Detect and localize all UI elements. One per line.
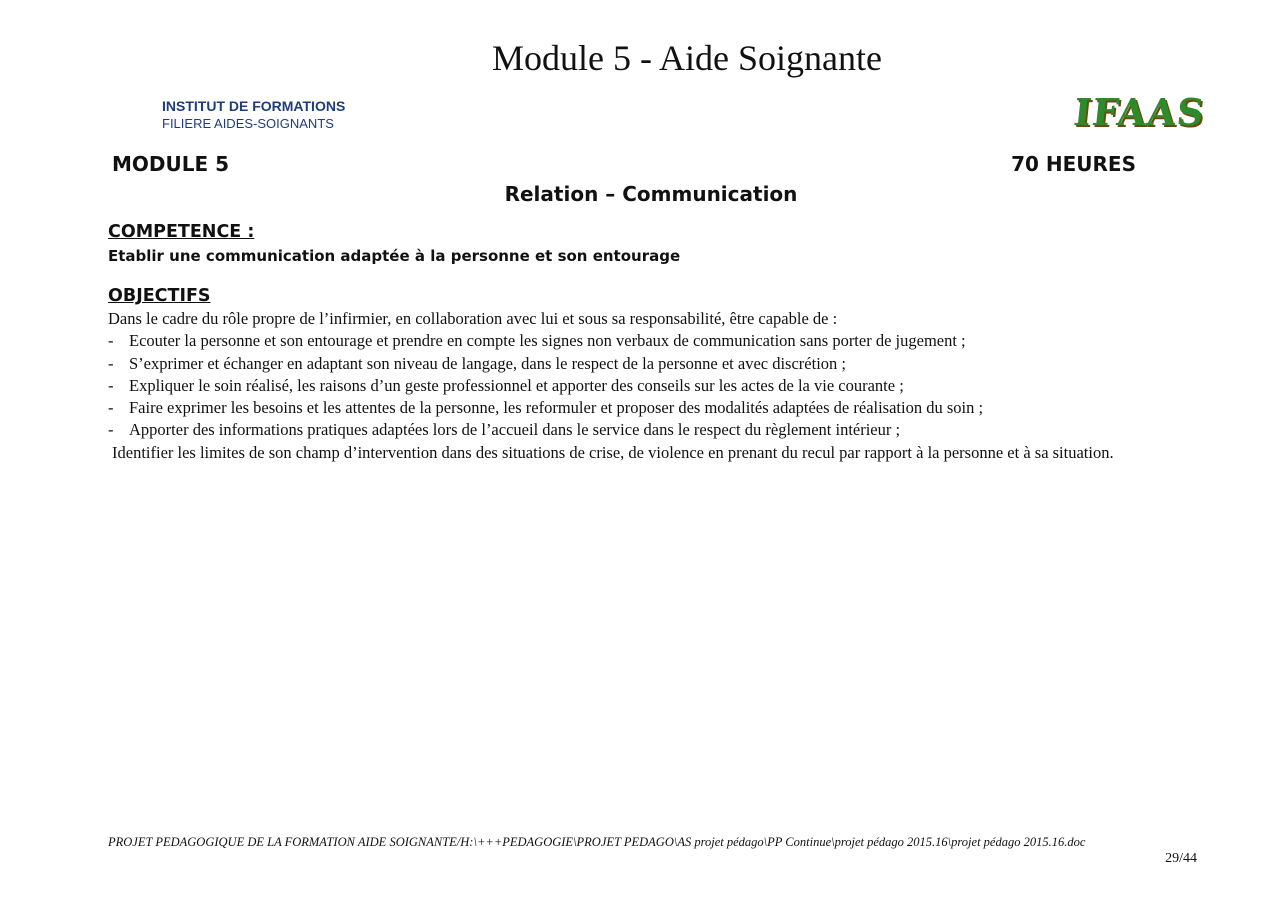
institute-name: INSTITUT DE FORMATIONS (162, 98, 346, 114)
objective-item: - S’exprimer et échanger en adaptant son niveau de langage, dans le respect de la personne et avec discrétion ; (108, 353, 1200, 375)
objectives-intro: Dans le cadre du rôle propre de l’infirmier, en collaboration avec lui et sous sa responsabilité, être capable de : (108, 309, 838, 328)
competence-text: Etablir une communication adaptée à la personne et son entourage (108, 247, 681, 265)
module-label: MODULE 5 (112, 152, 230, 176)
module-subtitle: Relation – Communication (504, 182, 798, 206)
institute-branch: FILIERE AIDES-SOIGNANTS (162, 116, 334, 131)
objectives-list (108, 308, 1200, 464)
objective-item: - Ecouter la personne et son entourage et prendre en compte les signes non verbaux de communication sans porter de jugement ; (108, 330, 1200, 352)
institute-header (162, 98, 345, 132)
competence-heading: COMPETENCE : (108, 222, 255, 242)
page-title: Module 5 - Aide Soignante (492, 38, 882, 78)
footer-file-path: PROJET PEDAGOGIQUE DE LA FORMATION AIDE SOIGNANTE/H:\+++PEDAGOGIE\PROJET PEDAGO\AS projet pédago\PP Continue\projet pédago 2015.16\projet pédago 2015.16.doc (108, 835, 1086, 849)
hours-label: 70 HEURES (1011, 152, 1136, 176)
objectives-heading: OBJECTIFS (108, 286, 211, 306)
objective-item: - Apporter des informations pratiques adaptées lors de l’accueil dans le service dans le respect du règlement intérieur ; (108, 419, 1200, 441)
ifaas-logo: IFAAS (1071, 90, 1207, 134)
page-number: 29/44 (1165, 851, 1197, 866)
objective-item: - Faire exprimer les besoins et les attentes de la personne, les reformuler et proposer des modalités adaptées de réalisation du soin ; (108, 397, 1200, 419)
objective-item: - Expliquer le soin réalisé, les raisons d’un geste professionnel et apporter des conseils sur les actes de la vie courante ; (108, 375, 1200, 397)
module-header-row (112, 150, 1136, 178)
objectives-closing: Identifier les limites de son champ d’intervention dans des situations de crise, de violence en prenant du recul par rapport à la personne et à sa situation. (112, 442, 1114, 462)
